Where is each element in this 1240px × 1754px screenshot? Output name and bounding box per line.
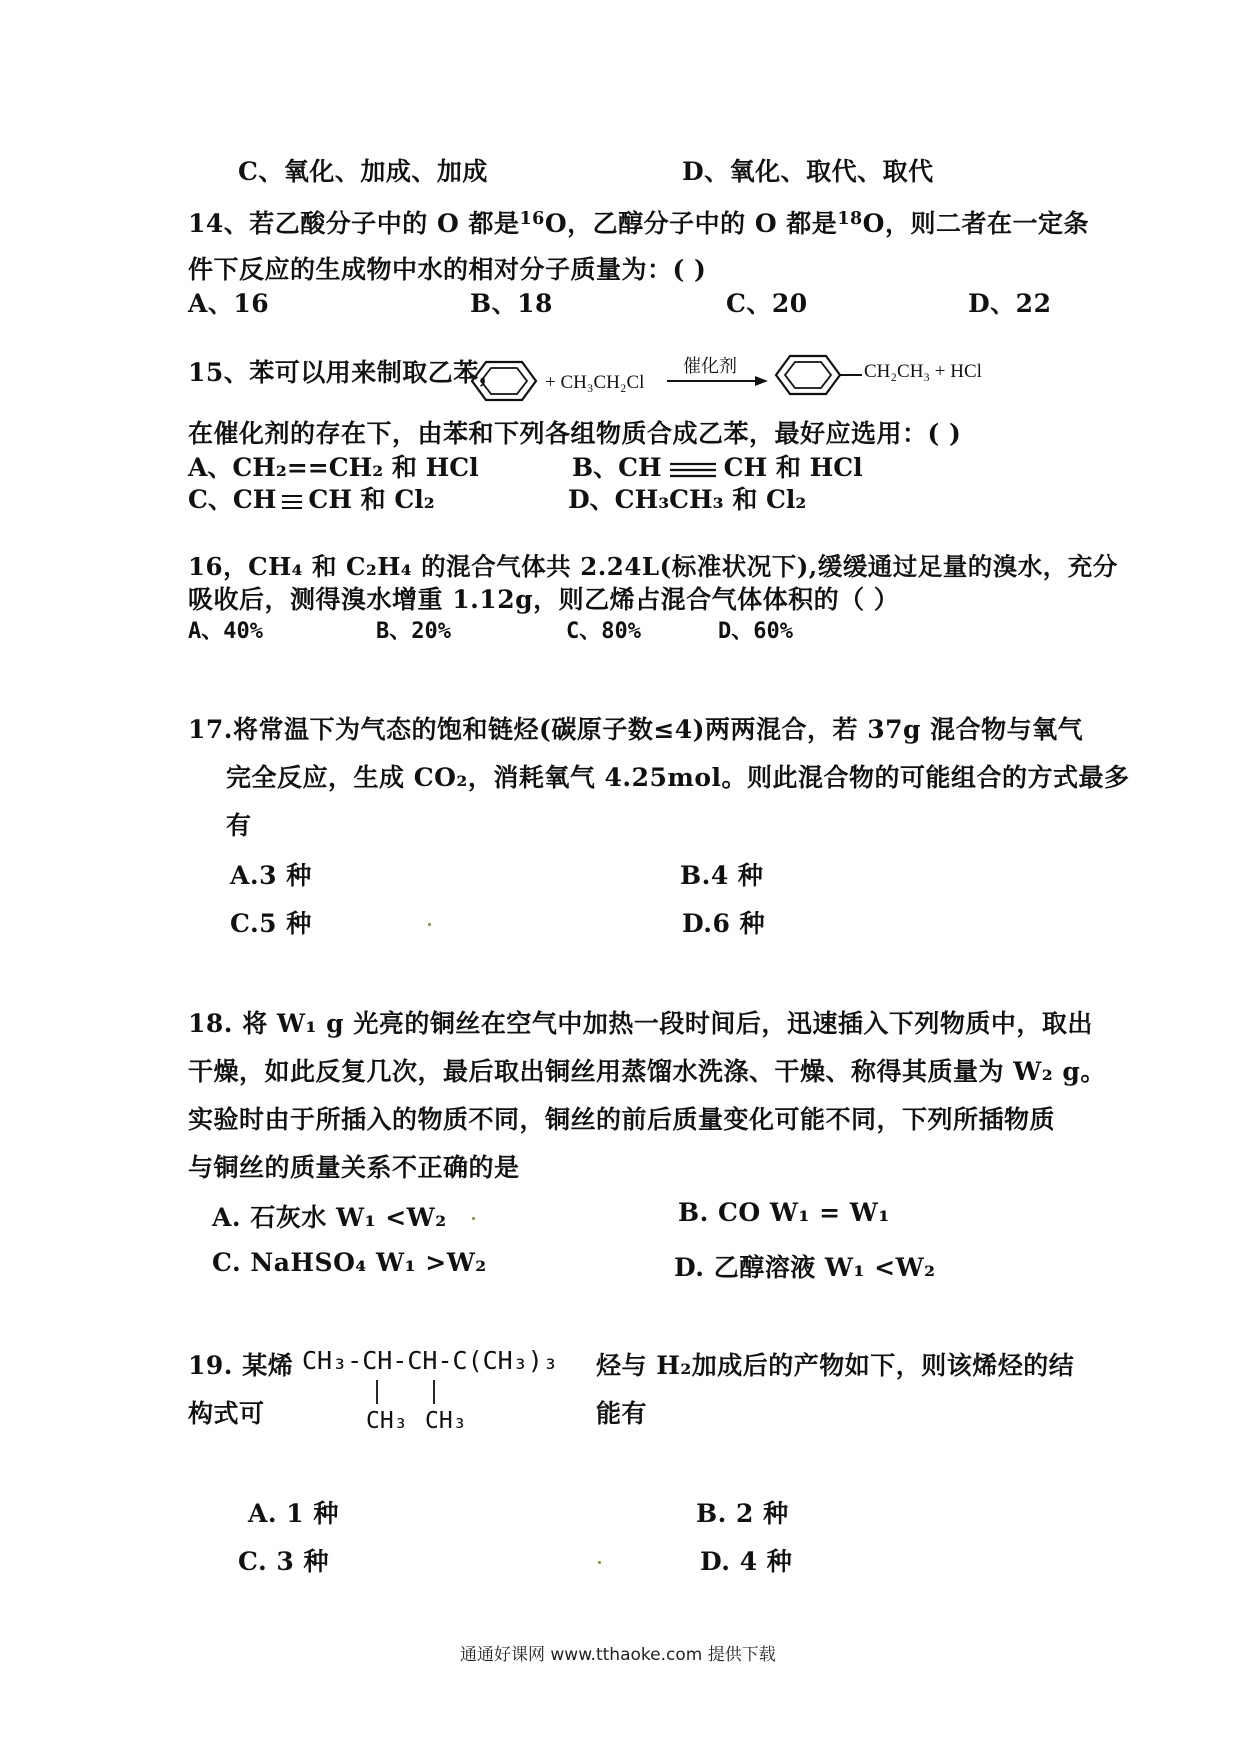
q17-option-c: C.5 种 — [230, 909, 312, 938]
q15-stem: 15、苯可以用来制取乙苯， — [188, 358, 505, 387]
q15-stem-line2: 在催化剂的存在下，由苯和下列各组物质合成乙苯，最好应选用：( ) — [188, 419, 962, 448]
q16-option-d: D、60% — [718, 619, 793, 644]
q17-option-a: A.3 种 — [230, 861, 312, 890]
q16-option-a: A、40% — [188, 619, 263, 644]
q19-branch-methyl-2: CH₃ — [425, 1408, 467, 1434]
q18-option-a: A. 石灰水 W₁ <W₂ — [212, 1203, 447, 1232]
speck — [472, 1217, 475, 1220]
q14-option-a: A、16 — [188, 289, 270, 318]
q19-branch-methyl-1: CH₃ — [366, 1408, 408, 1434]
q15-reagent: + CH₃CH₂Cl — [545, 372, 645, 393]
q19-stem-right-line1: 烃与 H₂加成后的产物如下，则该烯烃的结 — [596, 1351, 1075, 1380]
q14-stem-line1 — [188, 204, 1089, 240]
q14-option-c: C、20 — [726, 289, 808, 318]
q15-option-c-part1: C、CH — [188, 485, 277, 514]
q19-structural-formula: CH₃-CH-CH-C(CH₃)₃ — [302, 1346, 558, 1375]
q19-option-c: C. 3 种 — [238, 1547, 329, 1576]
q17-stem-line2: 完全反应，生成 CO₂，消耗氧气 4.25mol。则此混合物的可能组合的方式最多 — [226, 763, 1130, 792]
q17-stem-line1: 17.将常温下为气态的饱和链烃(碳原子数≤4)两两混合，若 37g 混合物与氧气 — [188, 715, 1084, 744]
q16-stem-line2: 吸收后，测得溴水增重 1.12g，则乙烯占混合气体体积的（ ） — [188, 585, 900, 614]
q14-stem-part-c: O，则二者在一定条 — [862, 209, 1089, 238]
q18-stem-line3: 实验时由于所插入的物质不同，铜丝的前后质量变化可能不同，下列所插物质 — [188, 1105, 1056, 1134]
q15-option-c-part2: CH 和 Cl₂ — [308, 485, 435, 514]
q18-option-b: B. CO W₁ = W₁ — [678, 1198, 890, 1227]
branch-bonds-icon — [370, 1378, 440, 1408]
q19-stem-left-line1: 19. 某烯 — [188, 1351, 294, 1380]
q18-stem-line1: 18. 将 W₁ g 光亮的铜丝在空气中加热一段时间后，迅速插入下列物质中，取出 — [188, 1009, 1093, 1038]
speck — [598, 1561, 601, 1564]
q14-mass-18: 18 — [837, 209, 863, 230]
triple-bond-icon — [668, 461, 718, 479]
q18-stem-line2: 干燥，如此反复几次，最后取出铜丝用蒸馏水洗涤、干燥、称得其质量为 W₂ g。 — [188, 1057, 1106, 1086]
q17-option-d: D.6 种 — [682, 909, 766, 938]
q19-option-a: A. 1 种 — [248, 1499, 339, 1528]
q14-mass-16: 16 — [519, 209, 545, 230]
q15-option-c — [188, 480, 435, 516]
benzene-ring-icon — [468, 358, 540, 404]
reaction-arrow-icon — [665, 374, 770, 388]
q18-stem-line4: 与铜丝的质量关系不正确的是 — [188, 1153, 520, 1182]
q16-option-c: C、80% — [566, 619, 641, 644]
q16-option-b: B、20% — [376, 619, 451, 644]
q14-option-d: D、22 — [968, 289, 1052, 318]
q15-option-b-part1: B、CH — [572, 453, 662, 482]
triple-bond-icon — [280, 493, 304, 511]
q14-stem-line2: 件下反应的生成物中水的相对分子质量为：( ) — [188, 255, 707, 284]
q14-stem-part-a: 14、若乙酸分子中的 O 都是 — [188, 209, 520, 238]
q17-option-b: B.4 种 — [680, 861, 764, 890]
page-footer: 通通好课网 www.tthaoke.com 提供下载 — [460, 1645, 776, 1665]
q15-option-b-part2: CH 和 HCl — [723, 453, 863, 482]
q14-stem-part-b: O，乙醇分子中的 O 都是 — [544, 209, 838, 238]
q16-stem-line1: 16，CH₄ 和 C₂H₄ 的混合气体共 2.24L(标准状况下),缓缓通过足量的溴水，充分 — [188, 552, 1118, 581]
q13-option-c: C、氧化、加成、加成 — [238, 157, 488, 186]
q18-option-d: D. 乙醇溶液 W₁ <W₂ — [674, 1253, 936, 1282]
q15-product: CH₂CH₃ + HCl — [864, 361, 982, 382]
q15-option-b — [572, 448, 863, 484]
speck — [428, 923, 431, 926]
q15-catalyst-label: 催化剂 — [683, 356, 737, 377]
q17-stem-line3: 有 — [226, 811, 252, 840]
q13-option-d: D、氧化、取代、取代 — [682, 157, 934, 186]
q19-stem-left-line2: 构式可 — [188, 1399, 265, 1428]
q19-option-d: D. 4 种 — [700, 1547, 793, 1576]
q18-option-c: C. NaHSO₄ W₁ >W₂ — [212, 1248, 487, 1277]
q15-option-a: A、CH₂==CH₂ 和 HCl — [188, 453, 479, 482]
q14-option-b: B、18 — [470, 289, 553, 318]
q19-stem-right-line2: 能有 — [596, 1399, 648, 1428]
q15-option-d: D、CH₃CH₃ 和 Cl₂ — [568, 485, 807, 514]
q19-option-b: B. 2 种 — [696, 1499, 789, 1528]
